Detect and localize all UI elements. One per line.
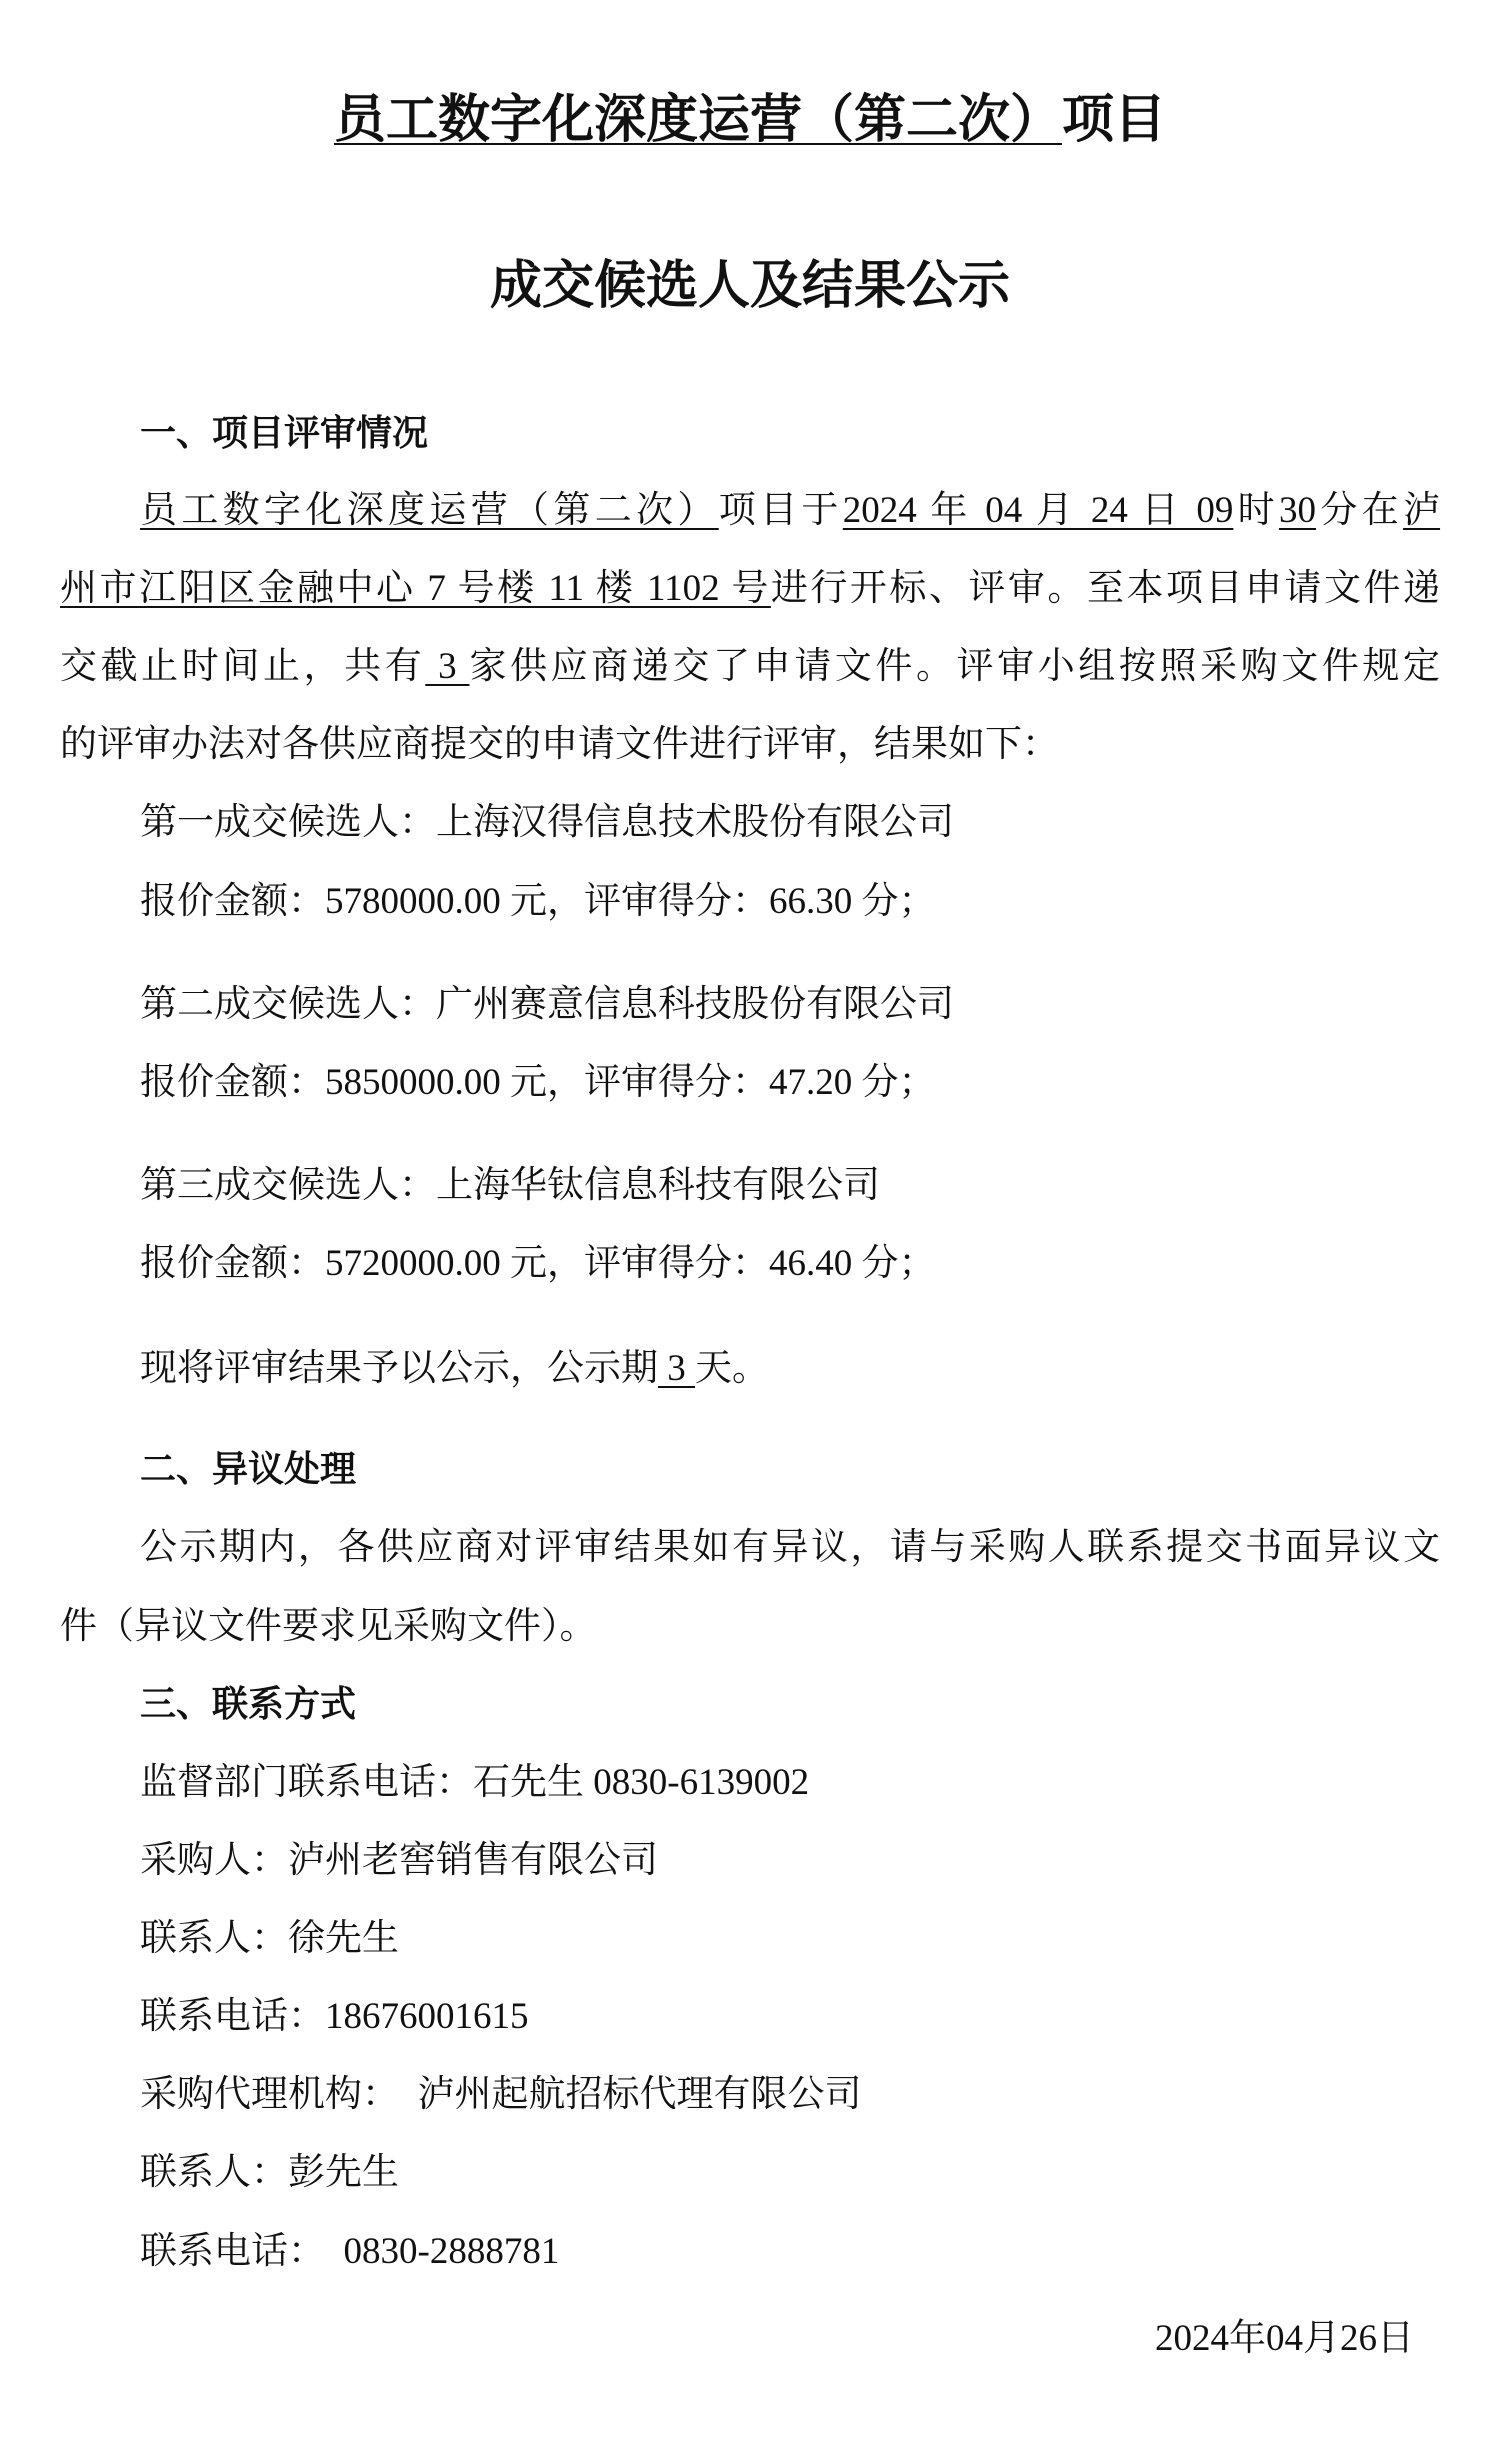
section1-para-line3	[60, 645, 1440, 689]
section3-heading: 三、联系方式	[140, 1684, 357, 1725]
text: 项目于	[718, 490, 843, 531]
candidate-3-label: 第三成交候选人：上海华钛信息科技有限公司	[140, 1165, 880, 1206]
text: 天。	[695, 1348, 769, 1389]
section2-heading: 二、异议处理	[140, 1449, 357, 1490]
candidate-3-quote: 报价金额：5720000.00 元，评审得分：46.40 分；	[140, 1243, 936, 1284]
candidate-1-label: 第一成交候选人：上海汉得信息技术股份有限公司	[140, 802, 954, 843]
text: 时	[1233, 490, 1280, 531]
project-name: 员工数字化深度运营（第二次）	[140, 490, 719, 531]
location: 泸	[1403, 490, 1441, 531]
location: 州市江阳区金融中心 7 号楼 11 楼 1102 号	[60, 568, 771, 609]
text: 交截止时间止，共有	[60, 646, 426, 687]
agency: 采购代理机构： 泸州起航招标代理有限公司	[140, 2074, 862, 2115]
opening-date: 2024 年 04 月 24 日 09	[842, 490, 1234, 531]
title-project-name: 员工数字化深度运营（第二次）	[333, 90, 1062, 150]
section1-para-line4: 的评审办法对各供应商提交的申请文件进行评审，结果如下：	[60, 724, 1059, 765]
page-title-line2: 成交候选人及结果公示	[489, 256, 1010, 316]
page-title-line1	[0, 90, 1500, 150]
agency-contact: 联系人：彭先生	[140, 2152, 399, 2193]
candidate-2-label: 第二成交候选人：广州赛意信息科技股份有限公司	[140, 984, 954, 1025]
purchaser: 采购人：泸州老窖销售有限公司	[140, 1840, 658, 1881]
publicity-notice	[140, 1347, 769, 1391]
publish-date: 2024年04月26日	[1155, 2318, 1414, 2359]
candidate-2-quote: 报价金额：5850000.00 元，评审得分：47.20 分；	[140, 1062, 936, 1103]
section1-para-line2	[60, 567, 1440, 611]
candidate-1-quote: 报价金额：5780000.00 元，评审得分：66.30 分；	[140, 881, 936, 922]
section1-heading: 一、项目评审情况	[140, 413, 429, 454]
section2-line2: 件（异议文件要求见采购文件）。	[60, 1606, 597, 1647]
text: 分在	[1316, 490, 1404, 531]
supervisor-phone: 监督部门联系电话：石先生 0830-6139002	[140, 1762, 810, 1803]
text: 现将评审结果予以公示，公示期	[140, 1348, 658, 1389]
section1-para-line1	[140, 489, 1440, 533]
purchaser-contact: 联系人：徐先生	[140, 1918, 399, 1959]
opening-minute: 30	[1279, 490, 1317, 531]
title-suffix: 项目	[1062, 90, 1167, 150]
agency-phone: 联系电话： 0830-2888781	[140, 2231, 560, 2272]
text: 进行开标、评审。至本项目申请文件递	[770, 568, 1440, 609]
purchaser-phone: 联系电话：18676001615	[140, 1996, 529, 2037]
text: 家供应商递交了申请文件。评审小组按照采购文件规定	[469, 646, 1441, 687]
publicity-days: 3	[658, 1348, 695, 1389]
supplier-count: 3	[425, 646, 470, 687]
section2-line1: 公示期内，各供应商对评审结果如有异议，请与采购人联系提交书面异议文	[140, 1527, 1440, 1568]
